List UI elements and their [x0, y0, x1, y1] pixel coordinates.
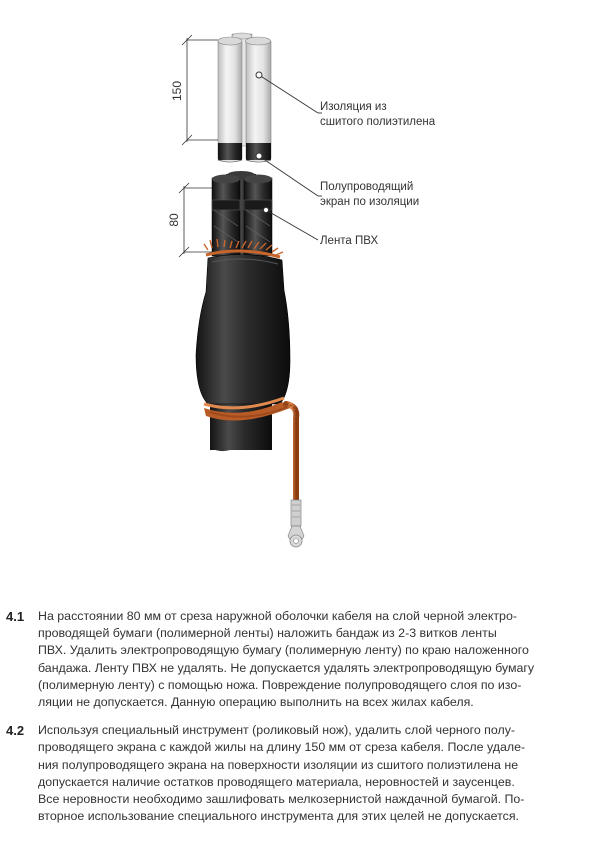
instruction-steps — [6, 608, 588, 836]
step-number: 4.1 — [6, 609, 25, 624]
dimension-80-label: 80 — [167, 213, 181, 227]
upper-cores — [218, 33, 271, 162]
step-number: 4.2 — [6, 723, 25, 739]
label-screen-line1: Полупроводящий — [320, 181, 414, 193]
step-text: На расстоянии 80 мм от среза наружной оболочки кабеля на слой черной электро- проводящей бумаги (полимерной ленты) наложить бандаж из 2-3 витков ленты ПВХ. Удалить электропроводящую бумагу (полимерную ленту) по краю наложенного бандажа. Ленту ПВХ не удалять. Не допускается удалять электропроводящую бумагу (полимерную ленту) с помощью ножа. Повреждение полупроводящего слоя по изо- ляции не допускается. Данную операцию выполнить на всех жилах кабеля. — [38, 609, 535, 710]
dimension-150 — [182, 35, 218, 145]
dimension-80 — [179, 183, 212, 257]
label-pvc-tape: Лента ПВХ — [320, 235, 379, 247]
dimension-150-label: 150 — [170, 80, 184, 102]
step-4-2 — [6, 722, 588, 825]
label-insulation-line1: Изоляция из — [320, 101, 387, 113]
label-screen-line2: экран по изоляции — [320, 196, 420, 208]
outer-sheath — [196, 254, 290, 451]
step-4-1 — [6, 608, 588, 711]
step-text: Используя специальный инструмент (роликовый нож), удалить слой черного полу- проводящего экрана с каждой жилы на длину 150 мм от среза кабеля. После удале- ния полупроводящего экрана на поверхности изоляции из сшитого полиэтилена не допускается наличие остатков проводящего материала, неровностей и заусенцев. Все неровности необходимо зашлифовать мелкозернистой наждачной бумагой. По- вторное использование специального инструмента для этих целей не допускается. — [38, 723, 526, 824]
label-insulation-line2: сшитого полиэтилена — [320, 116, 436, 128]
lower-cores — [212, 171, 272, 256]
